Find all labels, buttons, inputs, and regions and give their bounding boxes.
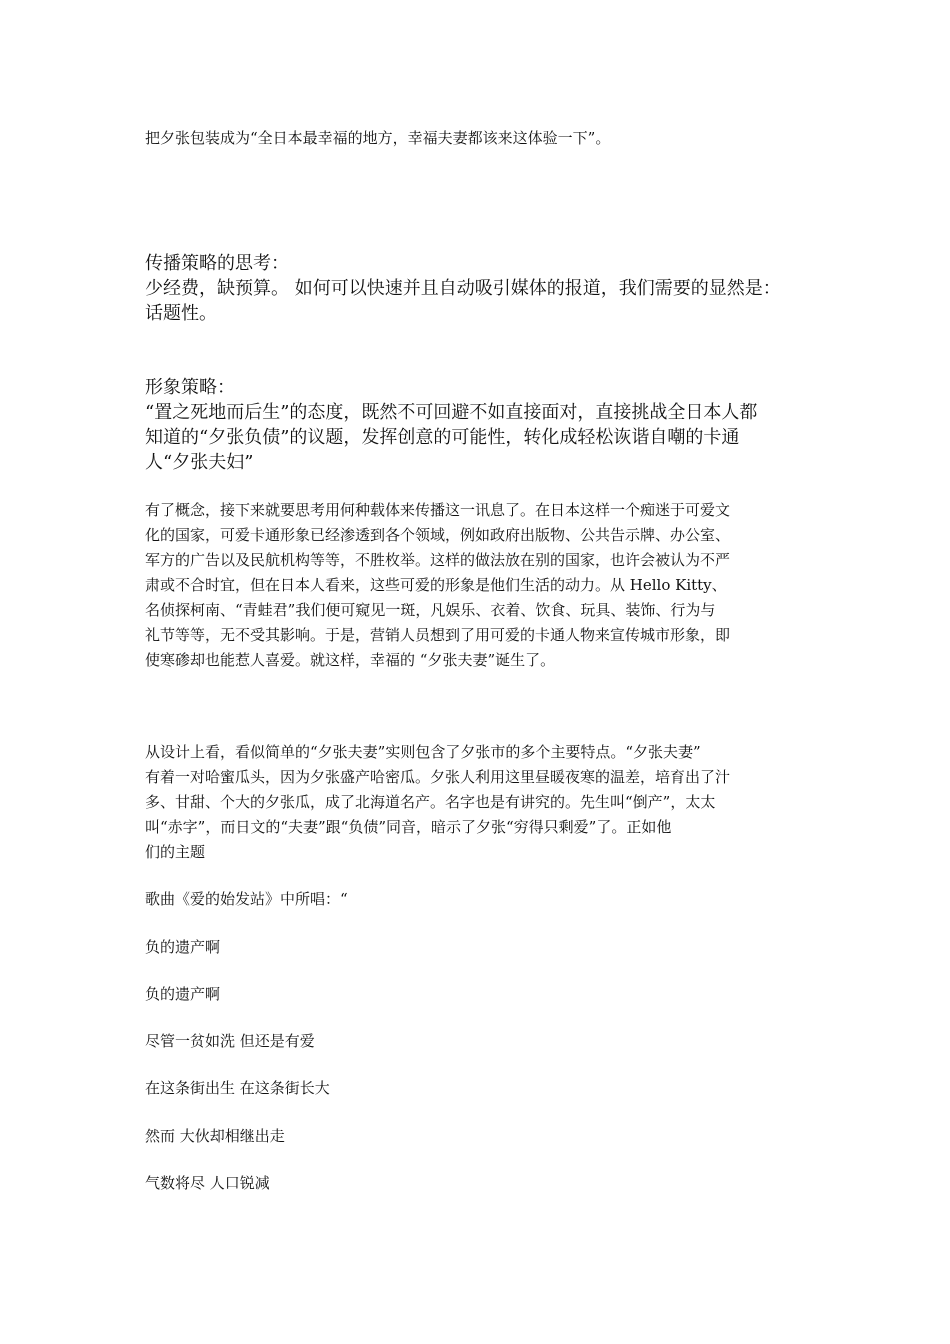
paragraph-line: 们的主题: [145, 843, 206, 861]
image-strategy-heading: 形象策略：: [145, 377, 235, 398]
song-lyric: 尽管一贫如洗 但还是有爱: [145, 1032, 315, 1050]
paragraph-line: 化的国家，可爱卡通形象已经渗透到各个领域，例如政府出版物、公共告示牌、办公室、: [145, 526, 731, 544]
paragraph-line: 肃或不合时宜，但在日本人看来，这些可爱的形象是他们生活的动力。从 Hello Kitty、: [145, 576, 727, 594]
song-lyric: 在这条街出生 在这条街长大: [145, 1079, 330, 1097]
paragraph-line: 从设计上看，看似简单的“夕张夫妻”实则包含了夕张市的多个主要特点。“夕张夫妻”: [145, 743, 701, 761]
song-lyric: 气数将尽 人口锐减: [145, 1174, 270, 1192]
strategy-thinking-line: 少经费，缺预算。 如何可以快速并且自动吸引媒体的报道，我们需要的显然是：: [145, 278, 781, 299]
paragraph-line: 礼节等等，无不受其影响。于是，营销人员想到了用可爱的卡通人物来宣传城市形象，即: [145, 626, 731, 644]
song-lyric: 负的遗产啊: [145, 985, 221, 1003]
image-strategy-line: 人“夕张夫妇”: [145, 452, 254, 473]
paragraph-line: 使寒碜却也能惹人喜爱。就这样，幸福的 “夕张夫妻”诞生了。: [145, 651, 556, 669]
paragraph-line: 多、甘甜、个大的夕张瓜，成了北海道名产。名字也是有讲究的。先生叫“倒产”，太太: [145, 793, 716, 811]
strategy-thinking-heading: 传播策略的思考：: [145, 253, 289, 274]
song-intro: 歌曲《爱的始发站》中所唱：“: [145, 890, 348, 908]
song-lyric: 然而 大伙却相继出走: [145, 1127, 285, 1145]
paragraph-line: 有着一对哈蜜瓜头，因为夕张盛产哈密瓜。夕张人利用这里昼暖夜寒的温差，培育出了汁: [145, 768, 731, 786]
paragraph-line: 叫“赤字”，而日文的“夫妻”跟“负债”同音，暗示了夕张“穷得只剩爱”了。正如他: [145, 818, 672, 836]
song-lyric: 负的遗产啊: [145, 938, 221, 956]
image-strategy-line: “置之死地而后生”的态度，既然不可回避不如直接面对，直接挑战全日本人都: [145, 402, 758, 423]
image-strategy-line: 知道的“夕张负债”的议题，发挥创意的可能性，转化成轻松诙谐自嘲的卡通: [145, 427, 740, 448]
strategy-thinking-line: 话题性。: [145, 303, 217, 324]
paragraph-line: 有了概念，接下来就要思考用何种载体来传播这一讯息了。在日本这样一个痴迷于可爱文: [145, 501, 731, 519]
paragraph-line: 名侦探柯南、“青蛙君”我们便可窥见一斑，凡娱乐、衣着、饮食、玩具、装饰、行为与: [145, 601, 716, 619]
paragraph-line: 军方的广告以及民航机构等等，不胜枚举。这样的做法放在别的国家，也许会被认为不严: [145, 551, 731, 569]
intro-line: 把夕张包装成为“全日本最幸福的地方，幸福夫妻都该来这体验一下”。: [145, 129, 611, 147]
